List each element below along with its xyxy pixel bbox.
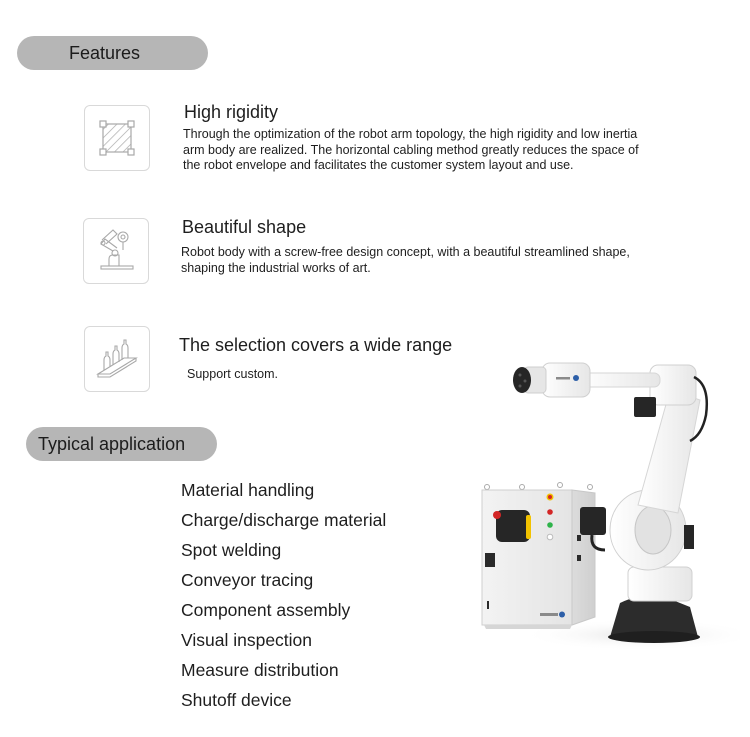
tool-flange	[513, 367, 531, 393]
feature-desc-beautiful-shape: Robot body with a screw-free design concept, with a beautiful streamlined shape, shaping the industrial works of art.	[181, 245, 630, 275]
brand-logo	[573, 375, 579, 381]
feature-icon-box-rigidity	[84, 105, 150, 171]
feature-title-beautiful-shape: Beautiful shape	[182, 217, 307, 237]
application-item: Material handling	[181, 480, 315, 500]
industrial-robot-image	[470, 345, 740, 660]
application-list	[181, 475, 386, 715]
feature-desc-selection-range: Support custom.	[187, 367, 279, 381]
brand-logo	[559, 612, 565, 618]
feature-icon-box-shape	[83, 218, 149, 284]
application-item: Shutoff device	[181, 690, 292, 710]
application-item: Charge/discharge material	[181, 510, 387, 530]
emergency-stop	[548, 495, 552, 499]
application-item: Component assembly	[181, 600, 351, 620]
application-item: Visual inspection	[181, 630, 313, 650]
typical-application-section-label: Typical application	[26, 427, 217, 461]
feature-icon-box-selection	[84, 326, 150, 392]
application-item: Conveyor tracing	[181, 570, 314, 590]
application-item: Spot welding	[181, 540, 282, 560]
teach-pendant	[496, 510, 530, 542]
feature-desc-high-rigidity: Through the optimization of the robot arm topology, the high rigidity and low inertia arm body are realized. The horizontal cabling method greatly reduces the space of the robot envelope and facilitates the customer system layout and use.	[183, 127, 639, 172]
controller-cabinet	[482, 483, 595, 630]
feature-title-high-rigidity: High rigidity	[184, 102, 279, 122]
features-section-label: Features	[17, 36, 208, 70]
application-item: Measure distribution	[181, 660, 339, 680]
conveyor-bottles-icon	[94, 336, 140, 382]
rigidity-frame-icon	[97, 118, 137, 158]
feature-title-selection-range: The selection covers a wide range	[179, 335, 453, 355]
robot-arm-icon	[93, 228, 139, 274]
